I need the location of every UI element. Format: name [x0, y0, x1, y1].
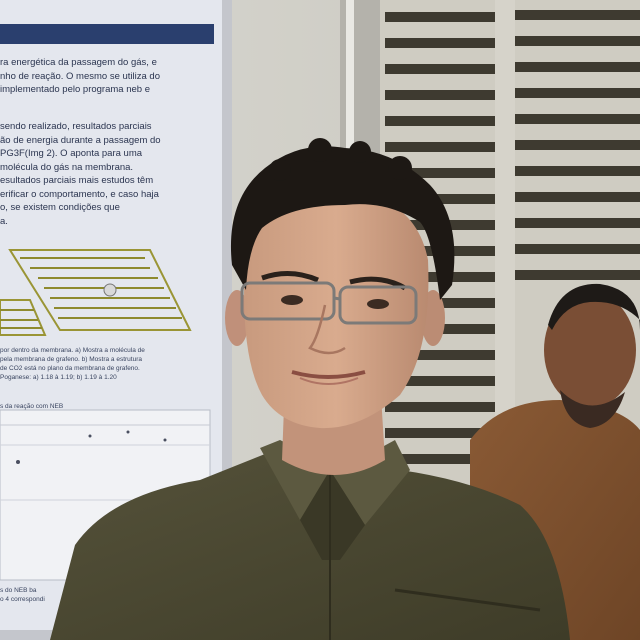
footer-line: s do NEB ba: [0, 587, 37, 594]
poster-header-bar: [0, 24, 214, 44]
poster-line: molécula do gás na membrana.: [0, 161, 134, 173]
poster-line: a.: [0, 215, 8, 227]
footer-line: o 4 correspondi: [0, 596, 45, 603]
caption-line: por dentro da membrana. a) Mostra a molécula de: [0, 347, 145, 354]
poster-footer: [0, 586, 205, 604]
poster-paragraph-1: [0, 56, 210, 97]
poster-line: ra energética da passagem do gás, e: [0, 57, 157, 68]
poster-line: PG3F(Img 2). O aponta para uma: [0, 148, 143, 159]
poster-paragraph-2: [0, 120, 210, 228]
poster-figure-caption: [0, 346, 205, 382]
caption-line: pela membrana de grafeno. b) Mostra a estrutura: [0, 356, 142, 363]
poster-line: erificar o comportamento, e caso haja: [0, 188, 159, 200]
caption-line: de CO2 está no plano da membrana de grafeno.: [0, 365, 140, 372]
poster-line: nho de reação. O mesmo se utiliza do: [0, 70, 161, 82]
graph-title: s da reação com NEB: [0, 403, 64, 410]
poster-line: implementado pelo programa neb e: [0, 84, 150, 95]
poster-line: o, se existem condições que: [0, 202, 120, 213]
poster-line: esultados parciais mais estudos têm: [0, 175, 154, 186]
caption-line: Poganese: a) 1.18 à 1.19; b) 1.19 à 1.20: [0, 374, 117, 381]
poster-line: sendo realizado, resultados parciais: [0, 121, 152, 132]
poster-graph-title: [0, 402, 205, 411]
poster-line: ão de energia durante a passagem do: [0, 134, 161, 146]
